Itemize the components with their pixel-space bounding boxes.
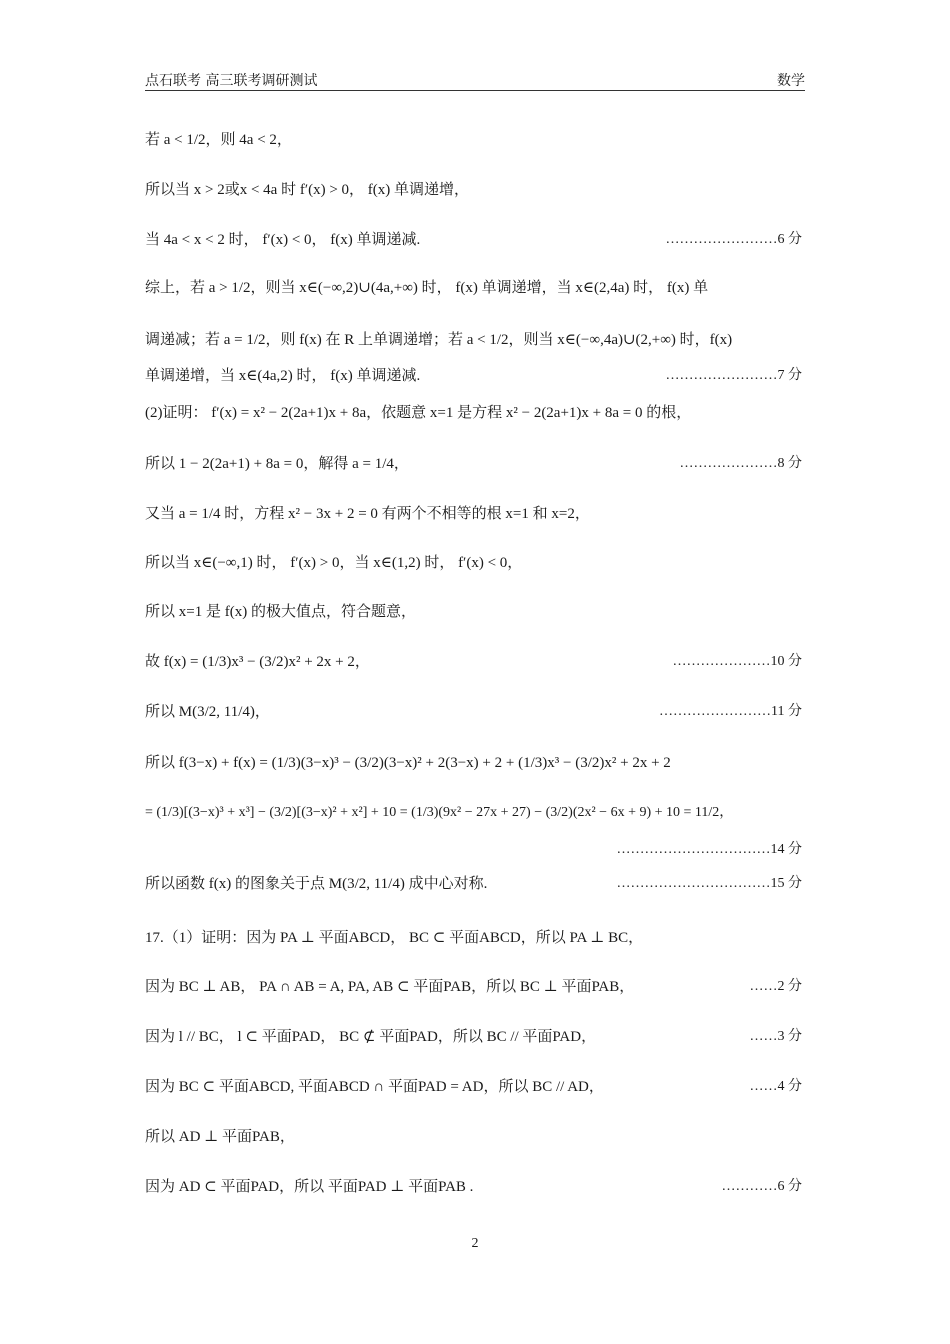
page-number: 2 [471, 1236, 479, 1251]
text-line: 因为 BC ⊥ AB， PA ∩ AB = A, PA, AB ⊂ 平面PAB，所以 BC ⊥ 平面PAB， [145, 979, 635, 995]
text-line: 所以 1 − 2(2a+1) + 8a = 0，解得 a = 1/4， [145, 456, 409, 472]
text-line: 所以当 x > 2或x < 4a 时 f′(x) > 0， f(x) 单调递增， [145, 182, 470, 198]
text-line: 所以 f(3−x) + f(x) = (1/3)(3−x)³ − (3/2)(3−x)² + 2(3−x) + 2 + (1/3)x³ − (3/2)x² + 2x + 2 [145, 755, 671, 771]
text-line: 综上，若 a > 1/2，则当 x∈(−∞,2)∪(4a,+∞) 时， f(x) 单调递增，当 x∈(2,4a) 时， f(x) 单 [145, 280, 709, 296]
text-line: 所以 x=1 是 f(x) 的极大值点，符合题意， [145, 604, 416, 620]
text-line: 又当 a = 1/4 时，方程 x² − 3x + 2 = 0 有两个不相等的根 x=1 和 x=2， [145, 506, 590, 522]
text-line: 所以 AD ⊥ 平面PAB， [145, 1129, 295, 1145]
score-mark: ……………………7 分 [665, 368, 802, 383]
text-line: 故 f(x) = (1/3)x³ − (3/2)x² + 2x + 2， [145, 654, 370, 670]
header-right: 数学 [777, 73, 805, 89]
score-mark: ……………………………14 分 [616, 842, 802, 857]
text-line: = (1/3)[(3−x)³ + x³] − (3/2)[(3−x)² + x²] + 10 = (1/3)(9x² − 27x + 27) − (3/2)(2x² − 6x + 9) + 10 = 11/2， [145, 805, 734, 820]
score-mark: …………………10 分 [672, 654, 802, 669]
score-mark: ……2 分 [749, 979, 802, 994]
header-left: 点石联考 高三联考调研测试 [145, 73, 318, 89]
score-mark: …………………8 分 [679, 456, 802, 471]
score-mark: ……3 分 [749, 1029, 802, 1044]
text-line: (2)证明： f′(x) = x² − 2(2a+1)x + 8a，依题意 x=1 是方程 x² − 2(2a+1)x + 8a = 0 的根， [145, 405, 692, 421]
text-line: 17.（1）证明：因为 PA ⊥ 平面ABCD， BC ⊂ 平面ABCD，所以 PA ⊥ BC， [145, 930, 644, 946]
header-divider [145, 90, 805, 91]
text-line: 因为 BC ⊂ 平面ABCD, 平面ABCD ∩ 平面PAD = AD，所以 BC // AD， [145, 1079, 604, 1095]
score-mark: ……………………11 分 [659, 704, 802, 719]
score-mark: ……………………6 分 [665, 232, 802, 247]
score-mark: ……4 分 [749, 1079, 802, 1094]
text-line: 因为 AD ⊂ 平面PAD，所以 平面PAD ⊥ 平面PAB . [145, 1179, 474, 1195]
text-line: 所以函数 f(x) 的图象关于点 M(3/2, 11/4) 成中心对称. [145, 876, 488, 892]
text-line: 调递减；若 a = 1/2，则 f(x) 在 R 上单调递增；若 a < 1/2，则当 x∈(−∞,4a)∪(2,+∞) 时，f(x) [145, 332, 733, 348]
text-line: 当 4a < x < 2 时， f′(x) < 0， f(x) 单调递减. [145, 232, 421, 248]
text-line: 单调递增，当 x∈(4a,2) 时， f(x) 单调递减. [145, 368, 421, 384]
text-line: 所以当 x∈(−∞,1) 时， f′(x) > 0，当 x∈(1,2) 时， f′(x) < 0， [145, 555, 523, 571]
text-line: 因为 l // BC， l ⊂ 平面PAD， BC ⊄ 平面PAD，所以 BC // 平面PAD， [145, 1029, 597, 1045]
text-line: 所以 M(3/2, 11/4)， [145, 704, 270, 720]
text-line: 若 a < 1/2，则 4a < 2， [145, 132, 292, 148]
score-mark: ……………………………15 分 [616, 876, 802, 891]
score-mark: …………6 分 [721, 1179, 802, 1194]
